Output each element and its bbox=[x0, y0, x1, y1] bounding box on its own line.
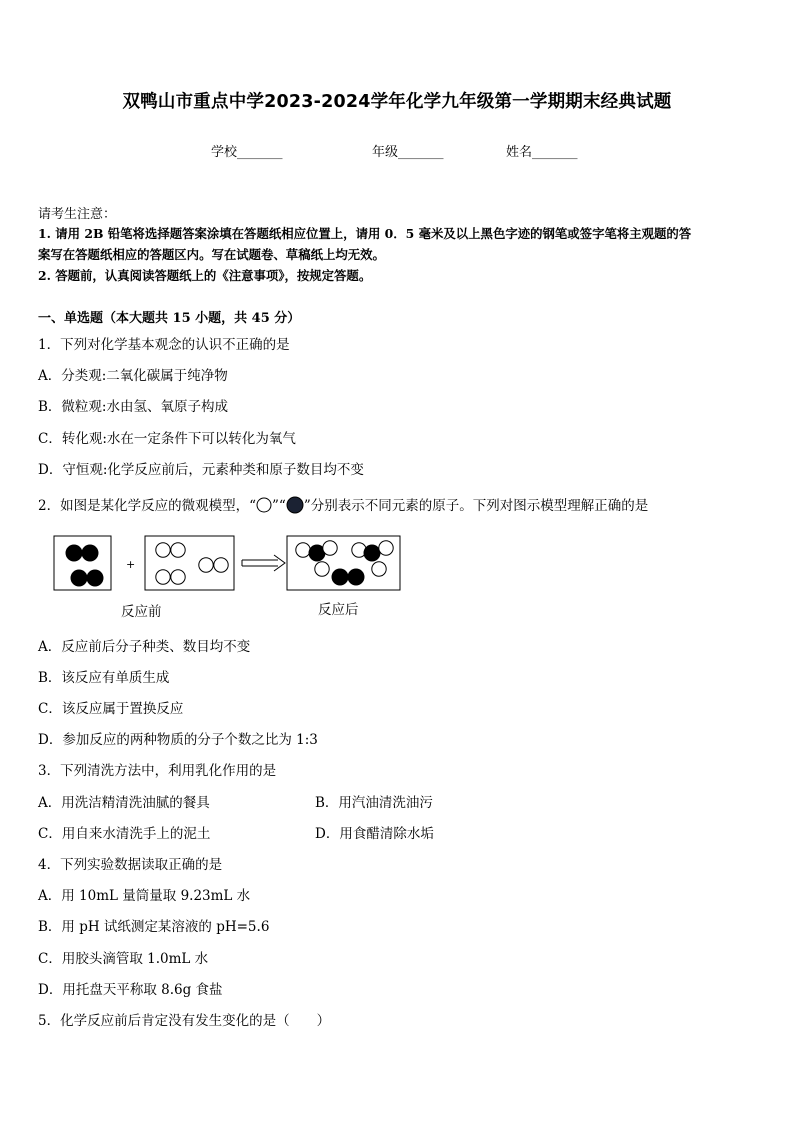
white-atom bbox=[379, 541, 393, 555]
white-atom bbox=[214, 558, 228, 572]
q2-option-c: C．该反应属于置换反应 bbox=[38, 701, 184, 717]
q1-option-a: A．分类观:二氧化碳属于纯净物 bbox=[38, 368, 228, 384]
white-atom bbox=[199, 558, 213, 572]
plus-sign: + bbox=[126, 558, 136, 571]
section-title: 一、单选题（本大题共 15 小题，共 45 分） bbox=[38, 311, 301, 326]
q1-stem: 1．下列对化学基本观念的认识不正确的是 bbox=[38, 337, 290, 353]
black-circle-icon bbox=[286, 496, 304, 514]
grade-field: 年级_______ bbox=[372, 145, 444, 160]
q2-stem-part-3: ”分别表示不同元素的原子。下列对图示模型理解正确的是 bbox=[303, 498, 649, 514]
white-atom bbox=[156, 543, 170, 557]
q3-option-a: A．用洗洁精清洗油腻的餐具 bbox=[38, 795, 210, 811]
white-atom bbox=[372, 562, 386, 576]
white-atom bbox=[296, 543, 310, 557]
q3-option-c: C．用自来水清洗手上的泥土 bbox=[38, 826, 211, 842]
q4-option-b: B．用 pH 试纸测定某溶液的 pH=5.6 bbox=[38, 919, 270, 935]
label-after-reaction: 反应后 bbox=[318, 602, 359, 618]
q3-stem: 3．下列清洗方法中，利用乳化作用的是 bbox=[38, 763, 277, 779]
white-atom bbox=[171, 543, 185, 557]
q3-option-b: B．用汽油清洗油污 bbox=[315, 795, 433, 811]
q4-option-c: C．用胶头滴管取 1.0mL 水 bbox=[38, 951, 209, 967]
black-atom bbox=[348, 569, 365, 586]
white-atom bbox=[315, 562, 329, 576]
q4-stem: 4．下列实验数据读取正确的是 bbox=[38, 857, 223, 873]
q2-stem-part-2: ”“ bbox=[272, 498, 286, 514]
reaction-diagram bbox=[50, 532, 410, 594]
white-atom bbox=[323, 541, 337, 555]
q2-stem bbox=[38, 494, 648, 514]
q2-option-b: B．该反应有单质生成 bbox=[38, 670, 170, 686]
black-atom bbox=[364, 545, 381, 562]
q2-option-d: D．参加反应的两种物质的分子个数之比为 1:3 bbox=[38, 732, 318, 748]
name-field: 姓名_______ bbox=[506, 145, 578, 160]
black-atom bbox=[71, 570, 88, 587]
q2-stem-part-1: 2．如图是某化学反应的微观模型，“ bbox=[38, 498, 256, 514]
school-field: 学校_______ bbox=[211, 145, 283, 160]
label-before-reaction: 反应前 bbox=[121, 604, 162, 620]
notice-item-1-line-1: 1. 请用 2B 铅笔将选择题答案涂填在答题纸相应位置上，请用 0．5 毫米及以上黑色字迹的钢笔或签字笔将主观题的答 bbox=[38, 226, 692, 241]
white-atom bbox=[156, 570, 170, 584]
q4-option-a: A．用 10mL 量筒量取 9.23mL 水 bbox=[38, 888, 251, 904]
q1-option-c: C．转化观:水在一定条件下可以转化为氧气 bbox=[38, 431, 296, 447]
q2-option-a: A．反应前后分子种类、数目均不变 bbox=[38, 639, 251, 655]
q4-option-d: D．用托盘天平称取 8.6g 食盐 bbox=[38, 982, 223, 998]
double-line-arrow-icon bbox=[242, 555, 285, 571]
q3-option-d: D．用食醋清除水垢 bbox=[315, 826, 434, 842]
black-atom bbox=[87, 570, 104, 587]
page-title: 双鸭山市重点中学2023-2024学年化学九年级第一学期期末经典试题 bbox=[122, 92, 672, 112]
black-atom bbox=[66, 545, 83, 562]
notice-item-2: 2. 答题前，认真阅读答题纸上的《注意事项》，按规定答题。 bbox=[38, 268, 372, 283]
notice-heading: 请考生注意： bbox=[38, 207, 117, 222]
white-atom bbox=[171, 570, 185, 584]
black-atom bbox=[82, 545, 99, 562]
notice-item-1-line-2: 案写在答题纸相应的答题区内。写在试题卷、草稿纸上均无效。 bbox=[38, 247, 385, 262]
black-atom bbox=[332, 569, 349, 586]
q5-stem: 5．化学反应前后肯定没有发生变化的是（ ） bbox=[38, 1013, 331, 1029]
white-circle-icon bbox=[256, 497, 272, 513]
q1-option-d: D．守恒观:化学反应前后，元素种类和原子数目均不变 bbox=[38, 462, 364, 478]
q1-option-b: B．微粒观:水由氢、氧原子构成 bbox=[38, 399, 228, 415]
